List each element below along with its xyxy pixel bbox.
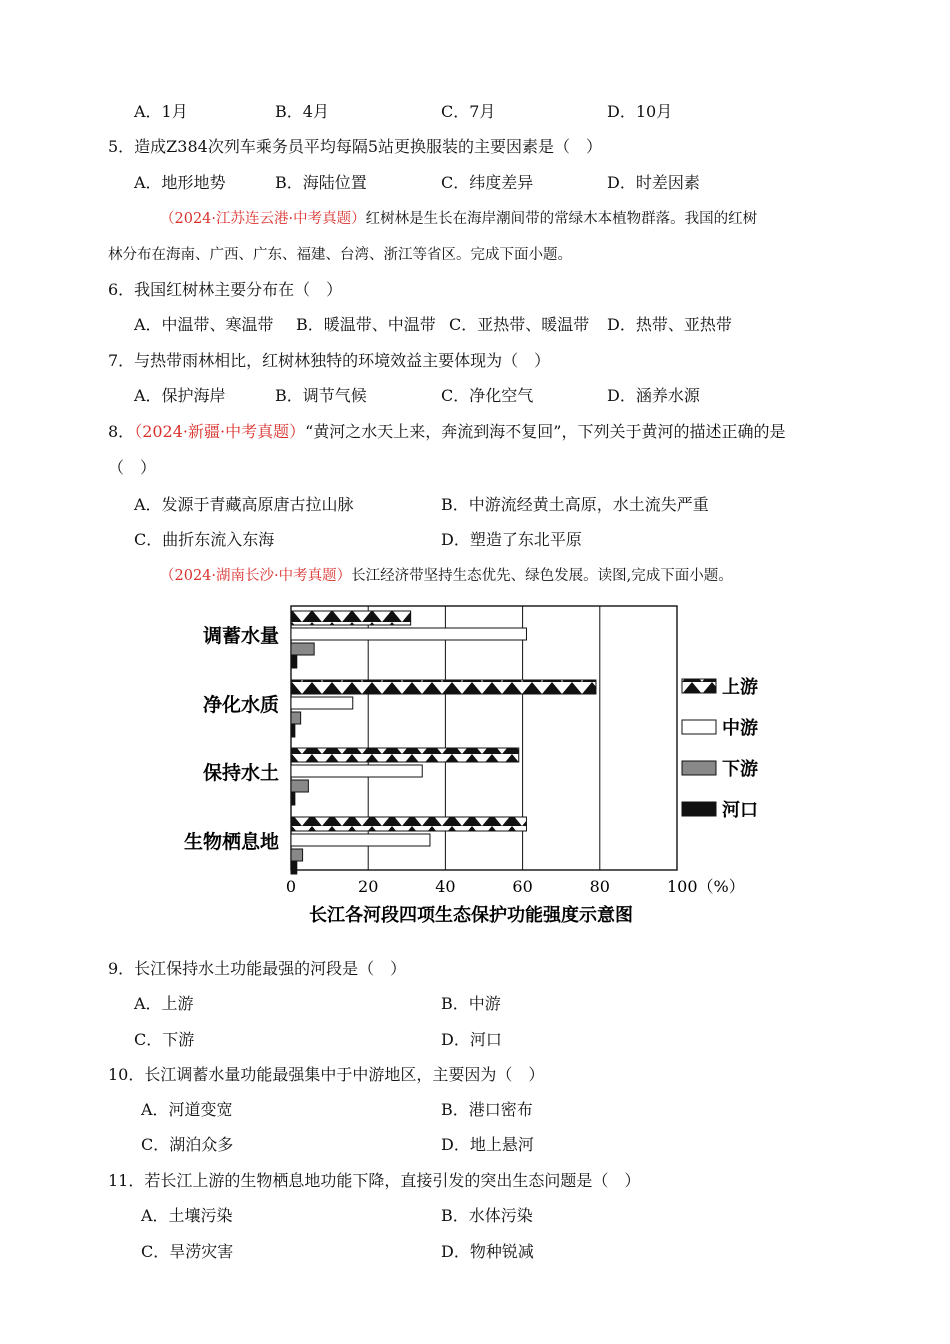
legend-swatch-2 xyxy=(682,761,716,775)
x-tick-label: 80 xyxy=(589,877,610,896)
q8-number: 8． xyxy=(108,422,135,441)
bar-1-3 xyxy=(291,834,430,846)
q6-option-b: B．暖温带、中温带 xyxy=(296,315,436,334)
q10-option-c: C．湖泊众多 xyxy=(141,1135,234,1154)
bar-3-1 xyxy=(291,725,295,737)
legend-swatch-0 xyxy=(682,679,716,693)
q5-option-d: D．时差因素 xyxy=(607,173,700,192)
bar-2-1 xyxy=(291,712,301,724)
q8-bracket: （ ） xyxy=(108,458,157,477)
bar-1-2 xyxy=(291,765,422,777)
q11-option-c: C．旱涝灾害 xyxy=(141,1242,234,1261)
legend-label-3: 河口 xyxy=(722,800,758,821)
q7-option-a: A．保护海岸 xyxy=(134,386,226,405)
bar-2-2 xyxy=(291,780,308,792)
q7-option-d: D．涵养水源 xyxy=(607,386,700,405)
q7-option-c: C．净化空气 xyxy=(441,386,534,405)
q4-option-c: C．7月 xyxy=(441,102,496,121)
q5-option-c: C．纬度差异 xyxy=(441,173,534,192)
q9-option-b: B．中游 xyxy=(441,994,501,1013)
x-tick-label: 40 xyxy=(435,877,456,896)
q11-stem: 11．若长江上游的生物栖息地功能下降，直接引发的突出生态问题是（ ） xyxy=(108,1171,641,1190)
category-label: 生物栖息地 xyxy=(183,831,279,853)
q10-option-d: D．地上悬河 xyxy=(441,1135,534,1154)
legend-swatch-3 xyxy=(682,802,716,816)
category-label: 保持水土 xyxy=(202,762,279,784)
legend-label-0: 上游 xyxy=(722,677,758,698)
category-label: 净化水质 xyxy=(202,694,279,716)
q9-stem: 9．长江保持水土功能最强的河段是（ ） xyxy=(108,959,407,978)
q8-option-b: B．中游流经黄土高原，水土流失严重 xyxy=(441,495,709,514)
legend-label-2: 下游 xyxy=(722,759,758,780)
q5-option-b: B．海陆位置 xyxy=(275,173,367,192)
bar-3-3 xyxy=(291,862,297,874)
q4-option-d: D．10月 xyxy=(607,102,673,121)
q11-option-b: B．水体污染 xyxy=(441,1206,533,1225)
q6-option-a: A．中温带、寒温带 xyxy=(134,315,274,334)
q10-option-b: B．港口密布 xyxy=(441,1100,533,1119)
q8-source: （2024·新疆·中考真题） xyxy=(134,422,306,441)
bar-0-1 xyxy=(291,680,596,694)
q10-stem: 10．长江调蓄水量功能最强集中于中游地区，主要因为（ ） xyxy=(108,1065,545,1084)
q8-option-a: A．发源于青藏高原唐古拉山脉 xyxy=(134,495,354,514)
q9-option-d: D．河口 xyxy=(441,1030,502,1049)
mangrove-text1: 红树林是生长在海岸潮间带的常绿木本植物群落。我国的红树 xyxy=(365,211,758,227)
yangtze-text: 长江经济带坚持生态优先、绿色发展。读图,完成下面小题。 xyxy=(351,568,733,584)
ecological-function-chart xyxy=(172,598,792,938)
q11-option-a: A．土壤污染 xyxy=(141,1206,233,1225)
q5-stem: 5．造成Z384次列车乘务员平均每隔5站更换服装的主要因素是（ ） xyxy=(108,137,603,156)
mangrove-intro-line1 xyxy=(160,209,757,229)
legend-swatch-1 xyxy=(682,720,716,734)
legend-label-1: 中游 xyxy=(722,718,758,739)
category-label: 调蓄水量 xyxy=(202,625,279,647)
q10-option-a: A．河道变宽 xyxy=(141,1100,233,1119)
q7-option-b: B．调节气候 xyxy=(275,386,367,405)
bar-0-0 xyxy=(291,611,411,625)
bar-0-3 xyxy=(291,817,526,831)
chart-title: 长江各河段四项生态保护功能强度示意图 xyxy=(309,905,633,926)
mangrove-source: （2024·江苏连云港·中考真题） xyxy=(160,211,366,227)
x-tick-label: 100（%） xyxy=(667,877,745,896)
q11-option-d: D．物种锐减 xyxy=(441,1242,534,1261)
yangtze-intro xyxy=(160,566,733,586)
q6-stem: 6．我国红树林主要分布在（ ） xyxy=(108,280,343,299)
q6-option-d: D．热带、亚热带 xyxy=(607,315,732,334)
bar-3-2 xyxy=(291,793,295,805)
yangtze-source: （2024·湖南长沙·中考真题） xyxy=(160,568,352,584)
bar-0-2 xyxy=(291,748,519,762)
q8-text: “黄河之水天上来，奔流到海不复回”，下列关于黄河的描述正确的是 xyxy=(305,422,786,441)
x-tick-label: 20 xyxy=(358,877,379,896)
mangrove-intro-line2: 林分布在海南、广西、广东、福建、台湾、浙江等省区。完成下面小题。 xyxy=(108,247,572,263)
bar-2-0 xyxy=(291,643,314,655)
bar-2-3 xyxy=(291,849,303,861)
q8-stem xyxy=(108,422,785,442)
q4-option-b: B．4月 xyxy=(275,102,329,121)
q6-option-c: C．亚热带、暖温带 xyxy=(449,315,590,334)
q7-stem: 7．与热带雨林相比，红树林独特的环境效益主要体现为（ ） xyxy=(108,351,551,370)
bar-3-0 xyxy=(291,656,297,668)
q9-option-c: C．下游 xyxy=(134,1030,195,1049)
q8-option-d: D．塑造了东北平原 xyxy=(441,530,582,549)
bar-1-0 xyxy=(291,628,526,640)
q8-option-c: C．曲折东流入东海 xyxy=(134,530,275,549)
q4-option-a: A．1月 xyxy=(134,102,188,121)
q5-option-a: A．地形地势 xyxy=(134,173,226,192)
bar-1-1 xyxy=(291,697,353,709)
x-tick-label: 60 xyxy=(512,877,533,896)
x-tick-label: 0 xyxy=(285,877,297,896)
q9-option-a: A．上游 xyxy=(134,994,194,1013)
